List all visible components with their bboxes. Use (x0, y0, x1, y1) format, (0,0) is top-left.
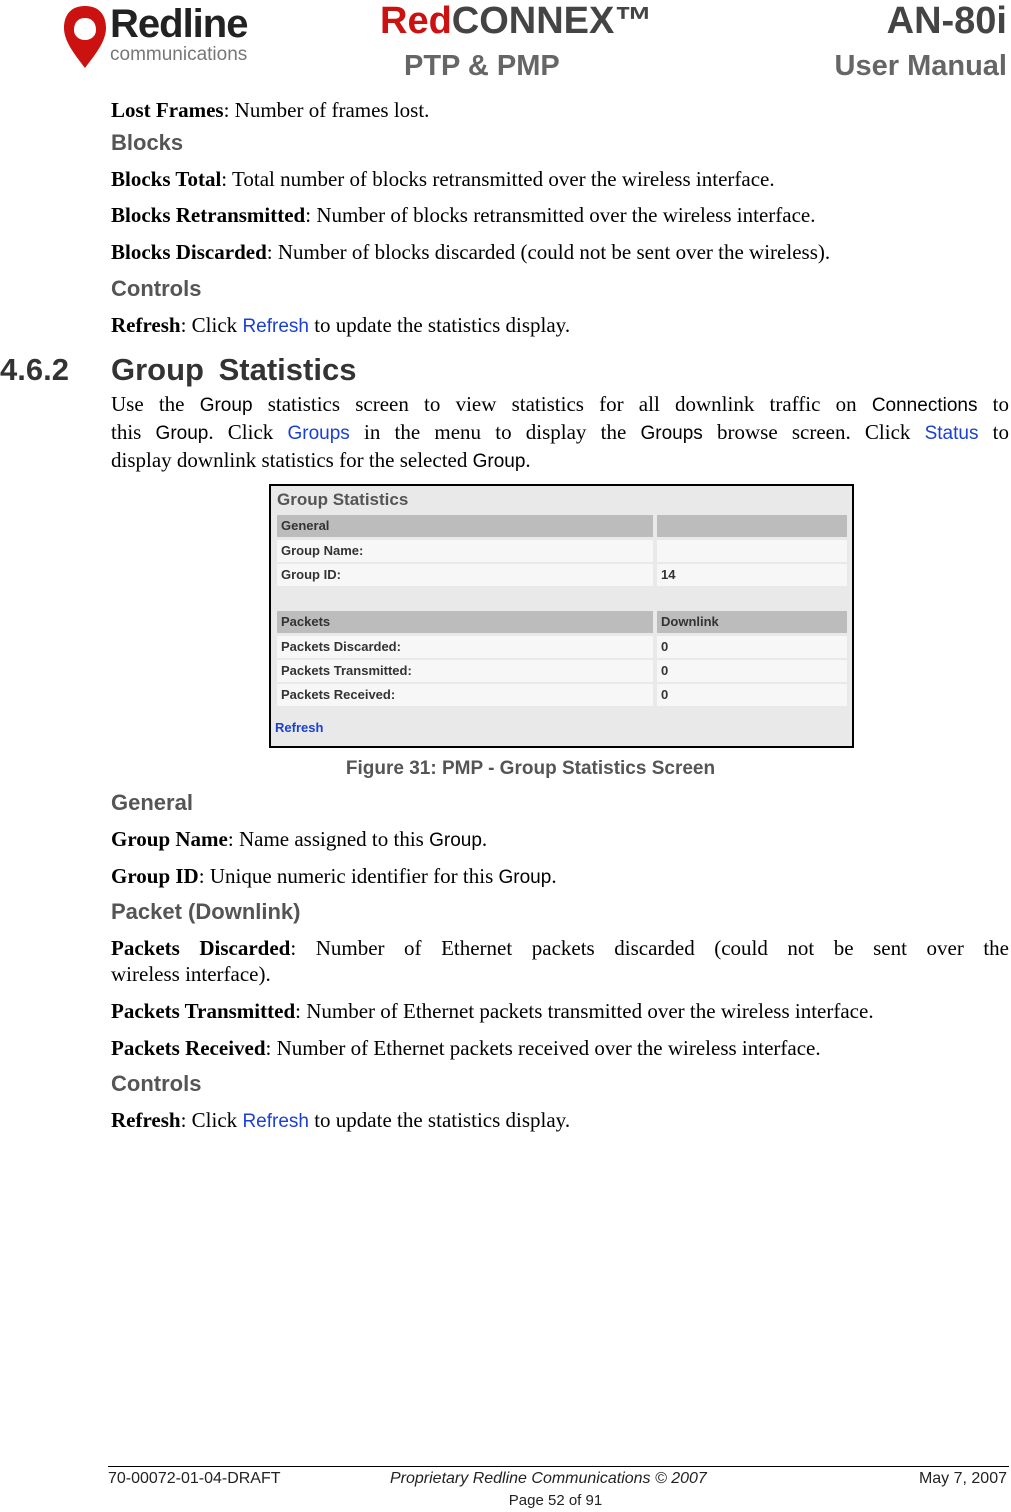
footer-rule (108, 1466, 1009, 1467)
lost-frames-item: Lost Frames: Number of frames lost. (111, 98, 430, 122)
group-statistics-screenshot: Group Statistics General Group Name: Group ID: 14 Packets Downlink Packets Discarded: 0 Packets Transmitted: 0 Packets Received: 0 Refresh (269, 484, 854, 748)
group-id-value: 14 (657, 564, 847, 586)
packets-discarded-item: Packets Discarded: Number of Ethernet packets discarded (could not be sent over the wireless interface). (111, 936, 1009, 986)
screenshot-title: Group Statistics (277, 490, 409, 509)
figure-caption: Figure 31: PMP - Group Statistics Screen (345, 758, 716, 779)
packet-downlink-heading: Packet (Downlink) (111, 899, 301, 924)
refresh-item: Refresh: Click Refresh to update the statistics display. (111, 313, 571, 337)
group-name-item: Group Name: Name assigned to this Group. (111, 827, 488, 851)
refresh-link-text-2: Refresh (242, 1111, 309, 1132)
section-title: Group Statistics (111, 352, 357, 387)
blocks-retransmitted-item: Blocks Retransmitted: Number of blocks retransmitted over the wireless interface. (111, 203, 816, 227)
logo-wordmark: Redline (110, 2, 248, 46)
controls-heading-2: Controls (111, 1071, 202, 1096)
header (0, 0, 1011, 92)
group-id-item: Group ID: Unique numeric identifier for this Group. (111, 864, 557, 888)
controls-heading: Controls (111, 276, 202, 301)
blocks-heading: Blocks (111, 130, 184, 155)
product-name (380, 0, 652, 43)
screenshot-refresh-link[interactable]: Refresh (275, 720, 324, 735)
general-heading: General (111, 790, 193, 815)
packets-received-item: Packets Received: Number of Ethernet packets received over the wireless interface. (111, 1036, 821, 1060)
blocks-total-item: Blocks Total: Total number of blocks retransmitted over the wireless interface. (111, 167, 775, 191)
footer-page: Page 52 of 91 (508, 1492, 603, 1509)
footer-doc-id: 70-00072-01-04-DRAFT (108, 1470, 281, 1487)
footer-date: May 7, 2007 (918, 1470, 1007, 1487)
mode-label: PTP & PMP (404, 50, 560, 82)
intro-paragraph: Use the Group statistics screen to view statistics for all downlink traffic on Connections to this Group. Click Groups in the menu to display the Groups browse screen. Click Status to display downlink statistics for the selected Group. (111, 392, 1010, 472)
footer-copyright: Proprietary Redline Communications © 2007 (390, 1470, 707, 1487)
redline-logo-icon (62, 4, 108, 70)
product-name-rest: CONNEX™ (451, 0, 653, 42)
section-number: 4.6.2 (0, 352, 69, 387)
group-name-value (657, 540, 847, 562)
logo-subtitle: communications (110, 44, 248, 65)
model-name: AN-80i (886, 0, 1007, 42)
blocks-discarded-item: Blocks Discarded: Number of blocks discarded (could not be sent over the wireless). (111, 240, 831, 264)
product-name-red: Red (380, 0, 452, 42)
refresh-item-2: Refresh: Click Refresh to update the statistics display. (111, 1108, 571, 1132)
manual-label: User Manual (834, 50, 1007, 82)
packets-transmitted-item: Packets Transmitted: Number of Ethernet packets transmitted over the wireless interface. (111, 999, 874, 1023)
refresh-link-text: Refresh (242, 316, 309, 337)
